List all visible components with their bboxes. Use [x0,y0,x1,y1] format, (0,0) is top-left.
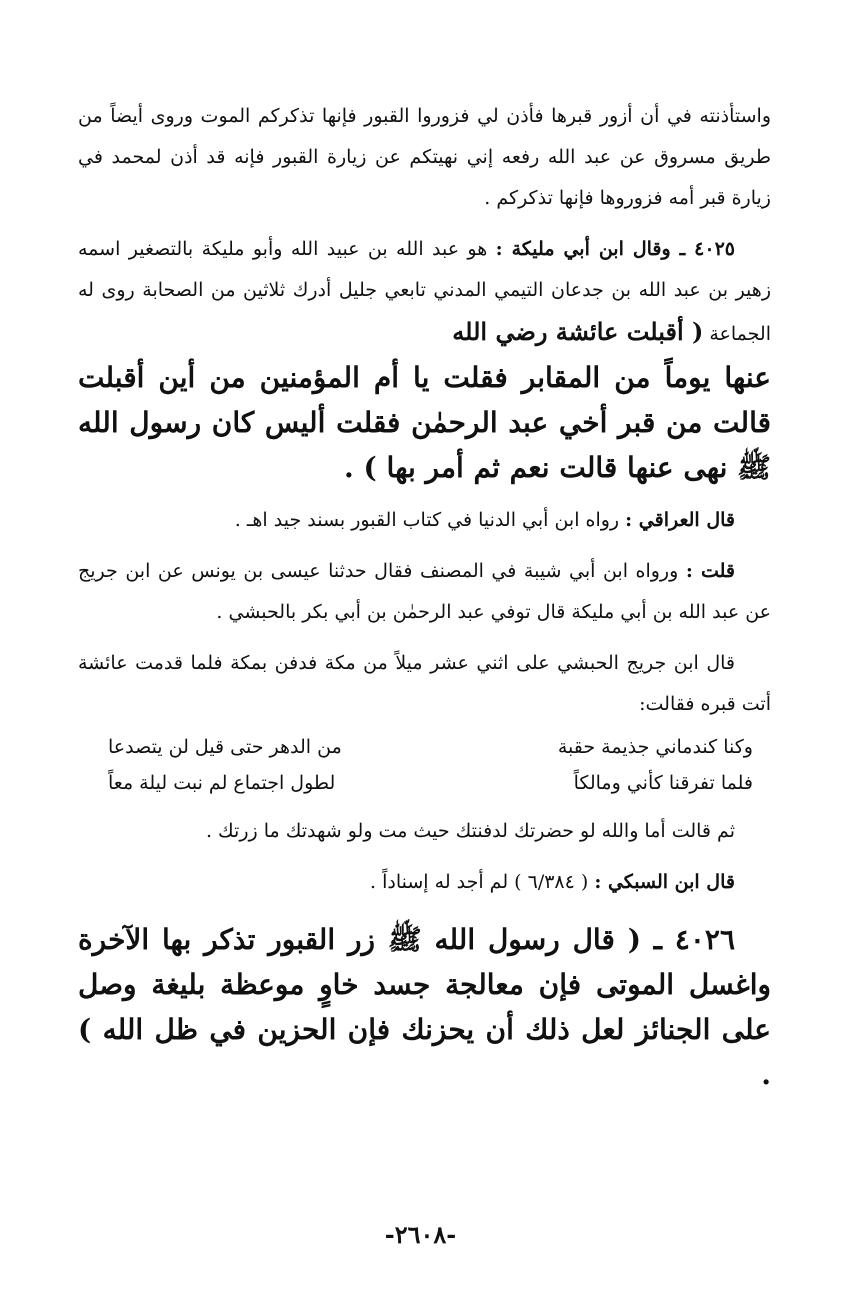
verse-first-hemistich: فلما تفرقنا كأني ومالكاً [573,772,753,794]
subki-text: ( ٦/٣٨٤ ) لم أجد له إسناداً . [370,871,595,893]
verse-second-hemistich: من الدهر حتى قيل لن يتصدعا [108,736,342,758]
hadith-4025-number: ٤٠٢٥ [694,238,735,260]
hadith-4026-text: ـ ( قال رسول الله ﷺ زر القبور تذكر بها الآخرة واغسل الموتى فإن معالجة جسد خاوٍ موعظة بليغة وصل على الجنائز لعل ذلك أن يحزنك فإن الحزين في ظل الله ) . [78,923,771,1091]
hadith-4025-commentary: هو عبد الله بن عبيد الله وأبو مليكة بالتصغير اسمه زهير بن عبد الله بن جدعان التيمي المدني تابعي جليل أدرك ثلاثين من الصحابة روى له الجماعة [78,238,771,345]
hadith-4025-label: وقال ابن أبي مليكة : [495,238,671,260]
poem-verse [78,765,771,801]
hadith-4026-paragraph [78,917,771,1097]
subki-label: قال ابن السبكي : [594,871,735,893]
qultu-paragraph [78,551,771,633]
poem [78,729,771,801]
hadith-4026-number: ٤٠٢٦ [674,923,735,956]
iraqi-paragraph [78,500,771,541]
thumma-paragraph: ثم قالت أما والله لو حضرتك لدفنتك حيث مت ولو شهدتك ما زرتك . [205,820,735,842]
hadith-4025-paragraph [78,229,771,355]
hadith-4025-text-start: ( أقبلت عائشة رضي الله [452,317,704,346]
verse-second-hemistich: لطول اجتماع لم نبت ليلة معاً [108,772,336,794]
page-number: -٢٦٠٨- [384,1220,457,1249]
qultu-label: قلت : [685,560,735,582]
qultu-text: ورواه ابن أبي شيبة في المصنف فقال حدثنا عيسى بن يونس عن ابن جريج عن عبد الله بن أبي مليكة قال توفي عبد الرحمٰن بن أبي بكر بالحبشي . [78,560,771,623]
subki-paragraph [78,862,771,903]
verse-first-hemistich: وكنا كندماني جذيمة حقبة [557,736,753,758]
hadith-4025-text: عنها يوماً من المقابر فقلت يا أم المؤمنين من أين أقبلت قالت من قبر أخي عبد الرحمٰن فقلت أليس كان رسول الله ﷺ نهى عنها قالت نعم ثم أمر بها ) . [78,361,771,484]
iraqi-label: قال العراقي : [625,509,735,531]
continuation-paragraph: واستأذنته في أن أزور قبرها فأذن لي فزوروا القبور فإنها تذكركم الموت وروى أيضاً من طريق مسروق عن عبد الله رفعه إني نهيتكم عن زيارة القبور فإنه قد أذن لمحمد في زيارة قبر أمه فزوروها فإنها تذكركم . [78,105,771,209]
hadith-4025-dash: ـ [670,238,695,260]
jurayj-paragraph: قال ابن جريج الحبشي على اثني عشر ميلاً من مكة فدفن بمكة فلما قدمت عائشة أتت قبره فقالت: [78,652,771,715]
poem-verse [78,729,771,765]
iraqi-text: رواه ابن أبي الدنيا في كتاب القبور بسند جيد اهـ . [234,509,626,531]
